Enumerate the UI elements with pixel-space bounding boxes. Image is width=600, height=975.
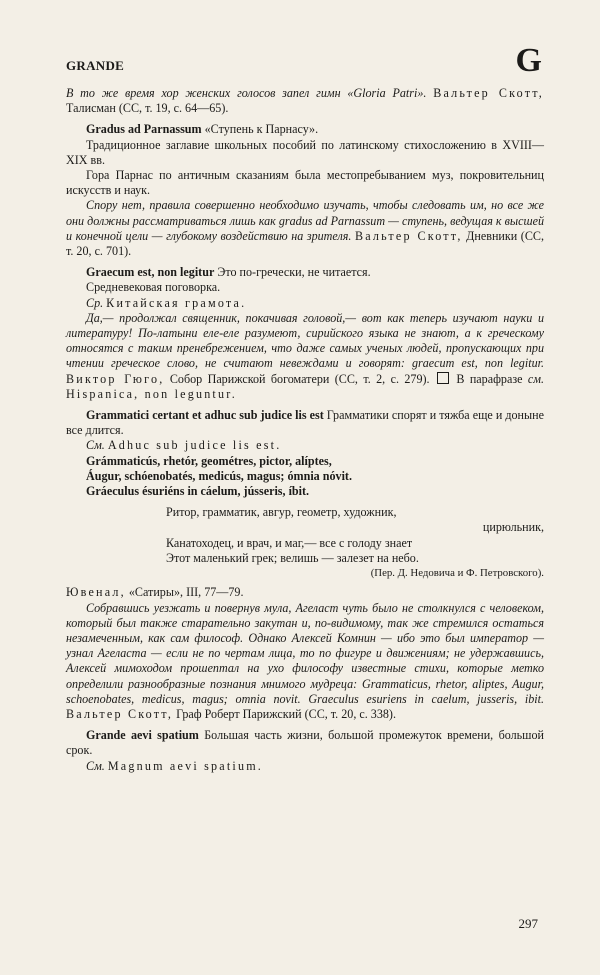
verse-line: Grámmaticús, rhetór, geométres, pictor, alíptes,	[86, 453, 332, 468]
quote-text: В то же время хор женских голосов запел гимн «Gloria Patri».	[66, 86, 427, 100]
verse-line: Áugur, schóenobatés, medicús, magus; ómnia nóvit.	[86, 468, 352, 483]
headword: Graecum est, non legitur	[86, 265, 215, 280]
quote-block	[66, 198, 544, 259]
quote-author: Вальтер Скотт,	[354, 228, 463, 243]
cross-reference	[66, 438, 544, 453]
page-content	[66, 86, 544, 774]
cf-target: Magnum aevi spatium.	[107, 758, 264, 773]
entry-gradus	[66, 122, 544, 137]
translation: Грамматики спорят и тяжба еще и доныне все длится.	[66, 408, 544, 438]
see-label: см.	[527, 371, 545, 386]
translation: Большая часть жизни, большой промежуток времени, большой срок.	[66, 728, 544, 758]
source-line	[66, 585, 544, 600]
translation: Это по-гречески, не читается.	[217, 265, 371, 280]
cross-reference	[66, 296, 544, 311]
poem-line: Этот маленький грек; велишь — залезет на небо.	[166, 550, 419, 565]
quote-block	[66, 601, 544, 723]
entry-graecum	[66, 265, 544, 280]
entry-grande	[66, 728, 544, 758]
quote-author: Вальтер Скотт,	[66, 706, 174, 721]
page-number: 297	[518, 916, 538, 931]
cf-target: Adhuc sub judice lis est.	[107, 438, 282, 453]
entry-text: Средневековая поговорка.	[86, 280, 221, 295]
poem-line: Ритор, грамматик, авгур, геометр, художник,	[166, 505, 397, 520]
cross-reference	[66, 759, 544, 774]
headword: Grande aevi spatium	[86, 728, 199, 743]
quote-text: Спору нет, правила совершенно необходимо изучать, чтобы следовать им, но все же они должны рассматриваться лишь как gradus ad Parnassum — ступень, ведущая к высшей и конечной цели — глубокому воздействию на зрителя.	[66, 198, 544, 243]
quote-source: Собор Парижской богоматери (СС, т. 2, с. 279).	[169, 371, 430, 386]
quote-author: Виктор Гюго,	[66, 371, 165, 386]
cf-label: См.	[86, 758, 105, 773]
translation: «Ступень к Парнасу».	[204, 122, 319, 137]
cf-label: См.	[86, 438, 105, 453]
quote-source: Талисман (СС, т. 19, с. 64—65).	[66, 101, 229, 116]
cf-label: Ср.	[86, 295, 104, 310]
quote-author: Вальтер Скотт,	[433, 86, 545, 100]
translated-poem	[166, 505, 544, 581]
see-target: Hispanica, non leguntur.	[66, 386, 238, 401]
latin-verse	[86, 454, 544, 500]
poem-line: Канатоходец, и врач, и маг,— все с голоду знает	[166, 535, 413, 550]
quote-author: Ювенал,	[66, 585, 126, 600]
quote-source: Дневники (СС, т. 20, с. 701).	[66, 228, 544, 259]
quote-text: Да,— продолжал священник, покачивая головой,— вот как теперь изучают науки и литературу! По-латыни еле-еле разумеют, сирийского языка не знают, а к греческому относятся с таким пренебрежением, что даже самых ученых людей, пропускающих при чтении греческое слово, не считают невеждами и говорят: graecum est, non legitur.	[66, 310, 544, 371]
translator-credit: (Пер. Д. Недовича и Ф. Петровского).	[370, 567, 544, 580]
entry-text: Традиционное заглавие школьных пособий по латинскому стихосложению в XVIII—XIX вв.	[66, 137, 544, 167]
square-icon	[437, 372, 449, 384]
quote-block	[66, 86, 544, 116]
cf-target: Китайская грамота.	[106, 295, 247, 310]
quote-source: «Сатиры», III, 77—79.	[128, 585, 244, 600]
quote-block	[66, 311, 544, 402]
headword: Gradus ad Parnassum	[86, 122, 202, 137]
verse-line: Gráeculus ésuriéns in cáelum, jússeris, íbit.	[86, 484, 310, 499]
paraphrase-text: В парафразе	[456, 371, 523, 386]
entry-text: Гора Парнас по античным сказаниям была местопребыванием муз, покровительниц искусств и наук.	[66, 168, 544, 198]
headword: Grammatici certant et adhuc sub judice lis est	[86, 408, 324, 423]
running-head: GRANDE	[66, 58, 125, 73]
quote-source: Граф Роберт Парижский (СС, т. 20, с. 338).	[176, 706, 396, 721]
quote-text: Собравшись уезжать и повернув мула, Агеласт чуть было не столкнулся с человеком, который был также старательно закутан и, по-видимому, так же стремился остаться незамеченным, как сам философ. Однако Алексей Комнин — ибо это был император — узнал Агеласта — если не по чертам лица, то по фигуре и движениям; не удержавшись, Алексей мимоходом прошептал на ухо философу известные стихи, которые метко определили разнообразные познания мнимого мудреца: Grammaticus, rhetor, aliptes, Augur, schoenobates, medicus, magus; omnia novit. Graeculus esuriens in caelum, jusseris, ibit.	[66, 600, 544, 706]
entry-grammatici	[66, 408, 544, 438]
poem-line: цирюльник,	[482, 520, 544, 535]
section-letter: G	[515, 42, 542, 79]
